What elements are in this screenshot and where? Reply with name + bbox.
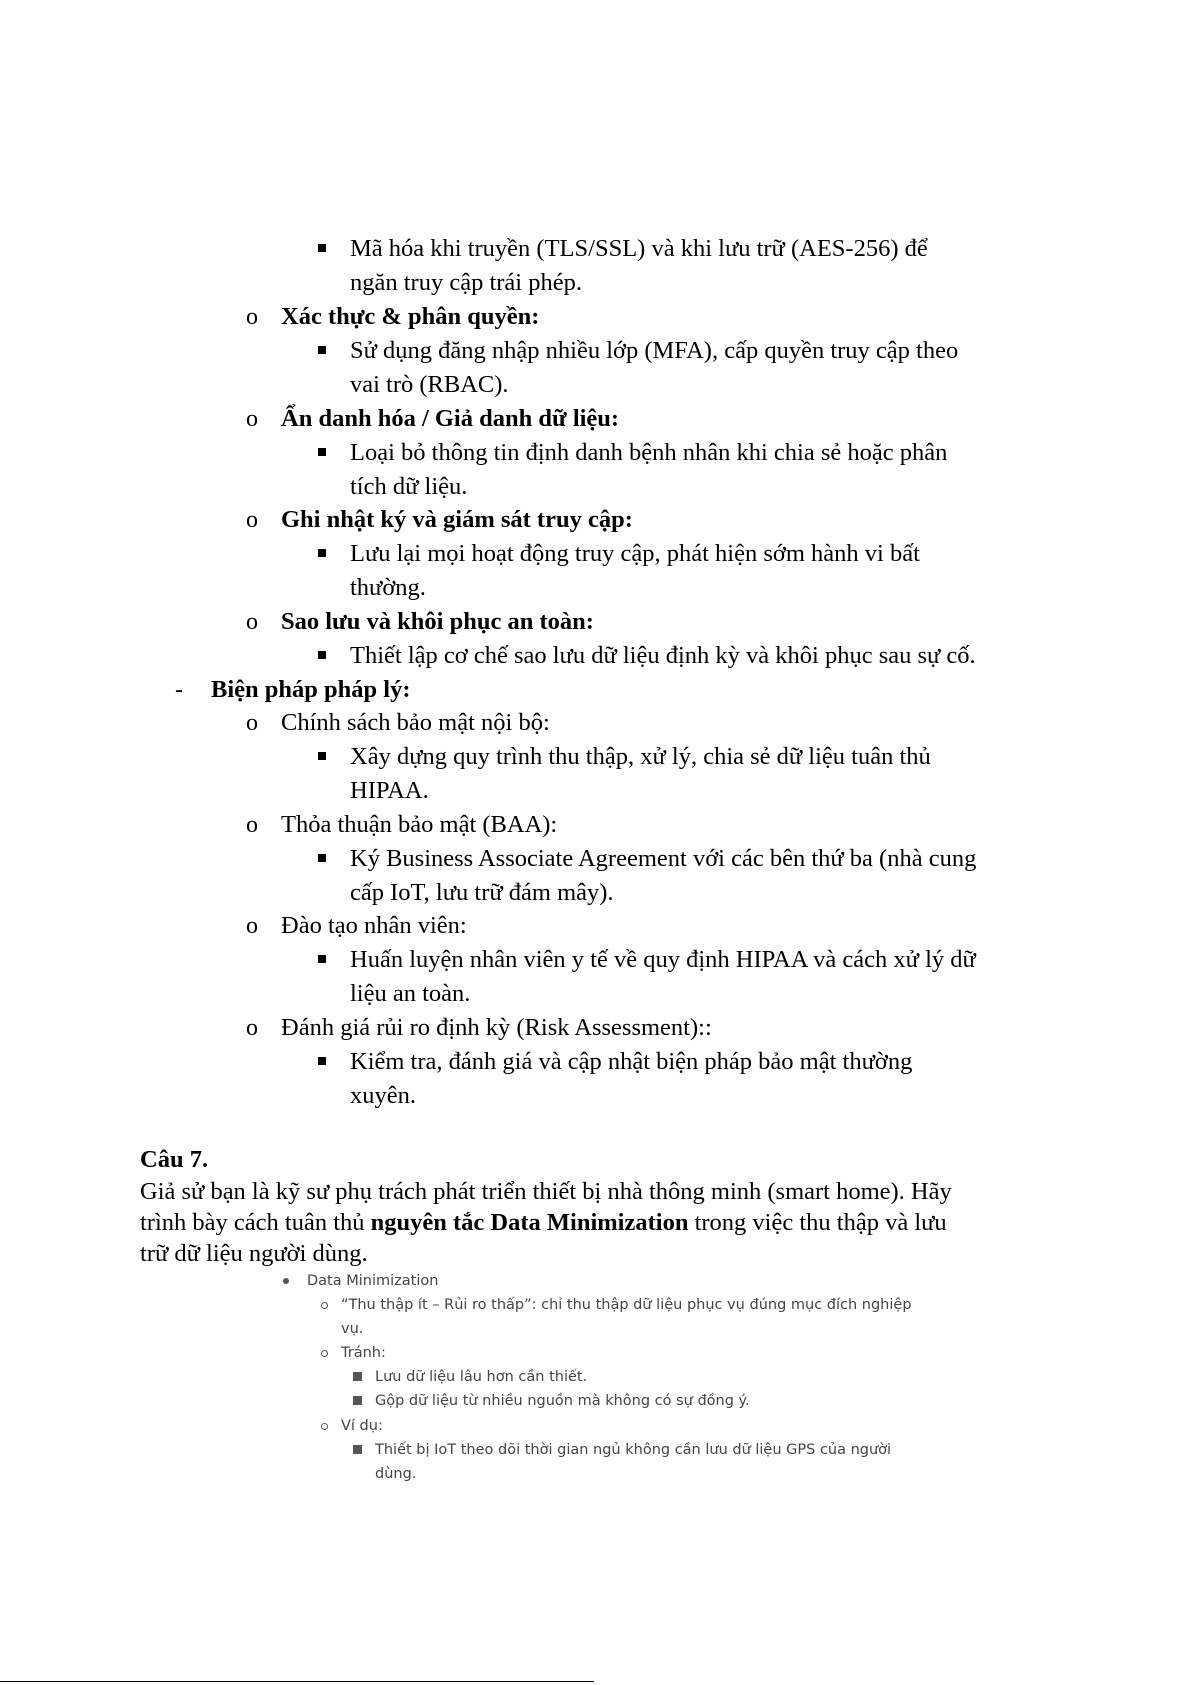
circle-bullet-icon: o (246, 1015, 258, 1041)
circle-bullet-icon: o (246, 913, 258, 939)
list-item: Mã hóa khi truyền (TLS/SSL) và khi lưu trữ (AES-256) để (350, 235, 928, 262)
square-bullet-icon (318, 854, 326, 862)
bullet-dot-icon (283, 1278, 289, 1284)
square-bullet-icon (318, 955, 326, 963)
dash-bullet-icon: - (175, 677, 183, 703)
answer-subitem: Thiết bị IoT theo dõi thời gian ngủ không cần lưu dữ liệu GPS của người (375, 1442, 892, 1458)
circle-bullet-icon: o (246, 609, 258, 635)
subheading: Sao lưu và khôi phục an toàn: (281, 608, 594, 635)
list-item: Lưu lại mọi hoạt động truy cập, phát hiện sớm hành vi bất (350, 540, 920, 567)
list-item: Huấn luyện nhân viên y tế về quy định HIPAA và cách xử lý dữ (350, 946, 976, 973)
list-item-continuation: tích dữ liệu. (350, 473, 468, 500)
answer-subitem: Lưu dữ liệu lâu hơn cần thiết. (375, 1369, 588, 1385)
answer-item: Tránh: (341, 1345, 386, 1361)
square-bullet-icon (318, 651, 326, 659)
square-bullet-icon (353, 1396, 362, 1405)
square-bullet-icon (318, 448, 326, 456)
answer-subitem-continuation: dùng. (375, 1466, 417, 1482)
question-title: Câu 7. (140, 1146, 209, 1173)
square-bullet-icon (353, 1372, 362, 1381)
subheading: Chính sách bảo mật nội bộ: (281, 709, 550, 736)
section-heading: Biện pháp pháp lý: (211, 676, 411, 703)
question-text-part: trong việc thu thập và lưu (688, 1209, 947, 1236)
answer-item: “Thu thập ít – Rủi ro thấp”: chỉ thu thập dữ liệu phục vụ đúng mục đích nghiệp (341, 1297, 912, 1313)
list-item-continuation: ngăn truy cập trái phép. (350, 269, 582, 296)
square-bullet-icon (318, 1057, 326, 1065)
answer-item-continuation: vụ. (341, 1321, 364, 1337)
subheading: Ẩn danh hóa / Giả danh dữ liệu: (281, 405, 620, 432)
subheading: Thỏa thuận bảo mật (BAA): (281, 811, 558, 838)
circle-bullet-icon (321, 1350, 328, 1357)
list-item: Kiểm tra, đánh giá và cập nhật biện pháp bảo mật thường (350, 1048, 913, 1075)
square-bullet-icon (318, 549, 326, 557)
circle-bullet-icon: o (246, 507, 258, 533)
list-item-continuation: HIPAA. (350, 777, 429, 804)
square-bullet-icon (318, 244, 326, 252)
subheading: Đánh giá rủi ro định kỳ (Risk Assessment):: (281, 1014, 712, 1041)
answer-item: Ví dụ: (341, 1418, 383, 1434)
list-item: Thiết lập cơ chế sao lưu dữ liệu định kỳ và khôi phục sau sự cố. (350, 642, 976, 669)
square-bullet-icon (318, 346, 326, 354)
list-item: Ký Business Associate Agreement với các bên thứ ba (nhà cung (350, 845, 977, 872)
list-item: Loại bỏ thông tin định danh bệnh nhân khi chia sẻ hoặc phân (350, 439, 948, 466)
question-text: Giả sử bạn là kỹ sư phụ trách phát triển thiết bị nhà thông minh (smart home). Hãy (140, 1178, 952, 1205)
square-bullet-icon (318, 752, 326, 760)
circle-bullet-icon: o (246, 710, 258, 736)
list-item-continuation: thường. (350, 574, 426, 601)
list-item-continuation: xuyên. (350, 1082, 416, 1109)
question-text (140, 1211, 947, 1236)
question-text-emphasis: nguyên tắc Data Minimization (370, 1209, 689, 1236)
square-bullet-icon (353, 1445, 362, 1454)
answer-heading: Data Minimization (307, 1273, 439, 1289)
list-item-continuation: cấp IoT, lưu trữ đám mây). (350, 879, 614, 906)
subheading: Xác thực & phân quyền: (281, 303, 540, 330)
circle-bullet-icon: o (246, 812, 258, 838)
question-text: trữ dữ liệu người dùng. (140, 1240, 368, 1267)
question-text-part: trình bày cách tuân thủ (140, 1209, 371, 1236)
circle-bullet-icon (321, 1423, 328, 1430)
subheading: Đào tạo nhân viên: (281, 912, 467, 939)
list-item-continuation: liệu an toàn. (350, 980, 471, 1007)
list-item: Xây dựng quy trình thu thập, xử lý, chia sẻ dữ liệu tuân thủ (350, 743, 931, 770)
circle-bullet-icon: o (246, 304, 258, 330)
circle-bullet-icon (321, 1302, 328, 1309)
circle-bullet-icon: o (246, 406, 258, 432)
list-item: Sử dụng đăng nhập nhiều lớp (MFA), cấp quyền truy cập theo (350, 337, 959, 364)
footer-rule (0, 1681, 594, 1682)
answer-subitem: Gộp dữ liệu từ nhiều nguồn mà không có sự đồng ý. (375, 1393, 750, 1409)
list-item-continuation: vai trò (RBAC). (350, 371, 509, 398)
subheading: Ghi nhật ký và giám sát truy cập: (281, 506, 633, 533)
